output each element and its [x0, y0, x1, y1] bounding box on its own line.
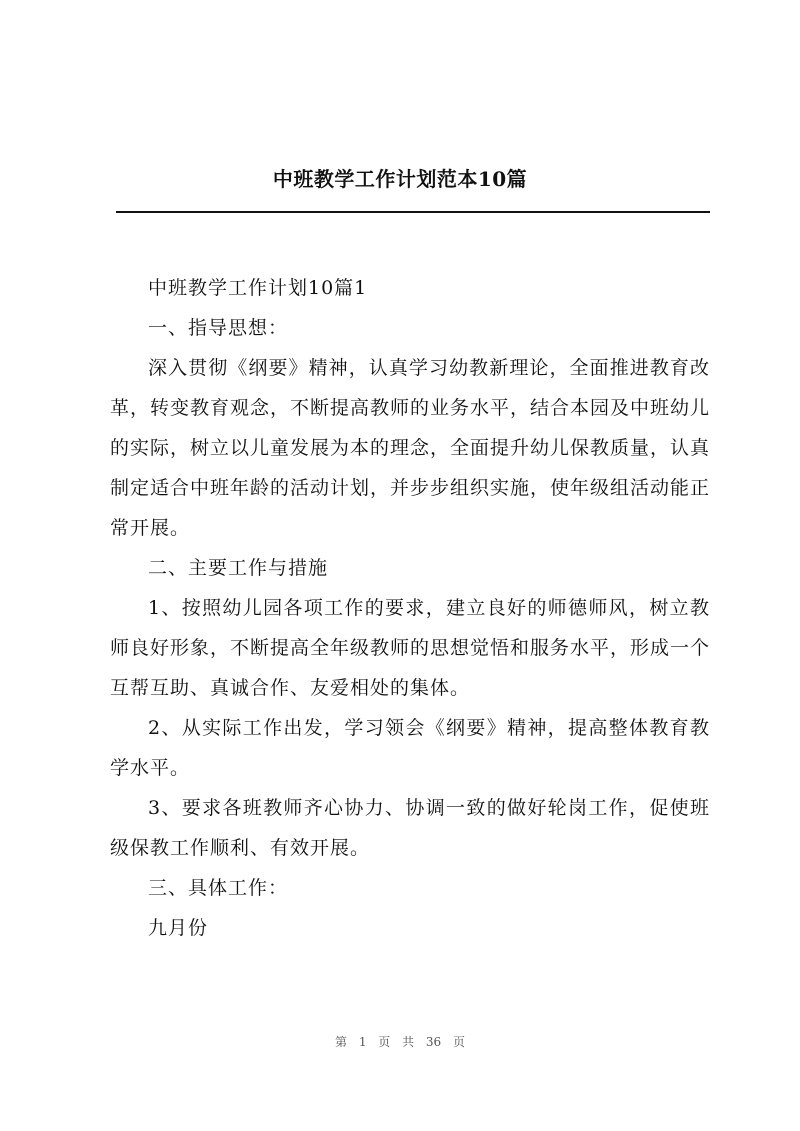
section-heading-guiding-ideology: 一、指导思想： [148, 317, 289, 339]
paragraph-item-1: 1、按照幼儿园各项工作的要求，建立良好的师德师风，树立教师良好形象，不断提高全年级教师的思想觉悟和服务水平，形成一个互帮互助、真诚合作、友爱相处的集体。 [110, 597, 711, 699]
section-heading-plan: 中班教学工作计划10篇1 [148, 277, 368, 299]
paragraph-guiding-ideology: 深入贯彻《纲要》精神，认真学习幼教新理论，全面推进教育改革，转变教育观念，不断提高教师的业务水平，结合本园及中班幼儿的实际，树立以儿童发展为本的理念，全面提升幼儿保教质量，认真制定适合中班年龄的活动计划，并步步组织实施，使年级组活动能正常开展。 [110, 357, 711, 539]
document-title: 中班教学工作计划范本10篇 [272, 167, 528, 191]
section-heading-specific-work: 三、具体工作： [148, 877, 289, 899]
title-divider [116, 211, 710, 213]
section-heading-main-work: 二、主要工作与措施 [148, 557, 329, 579]
page-number-footer: 第 1 页 共 36 页 [335, 1035, 465, 1049]
document-body [110, 268, 710, 948]
subheading-september: 九月份 [148, 917, 209, 939]
paragraph-item-2: 2、从实际工作出发，学习领会《纲要》精神，提高整体教育教学水平。 [110, 717, 710, 779]
paragraph-item-3: 3、要求各班教师齐心协力、协调一致的做好轮岗工作，促使班级保教工作顺利、有效开展。 [110, 797, 710, 859]
